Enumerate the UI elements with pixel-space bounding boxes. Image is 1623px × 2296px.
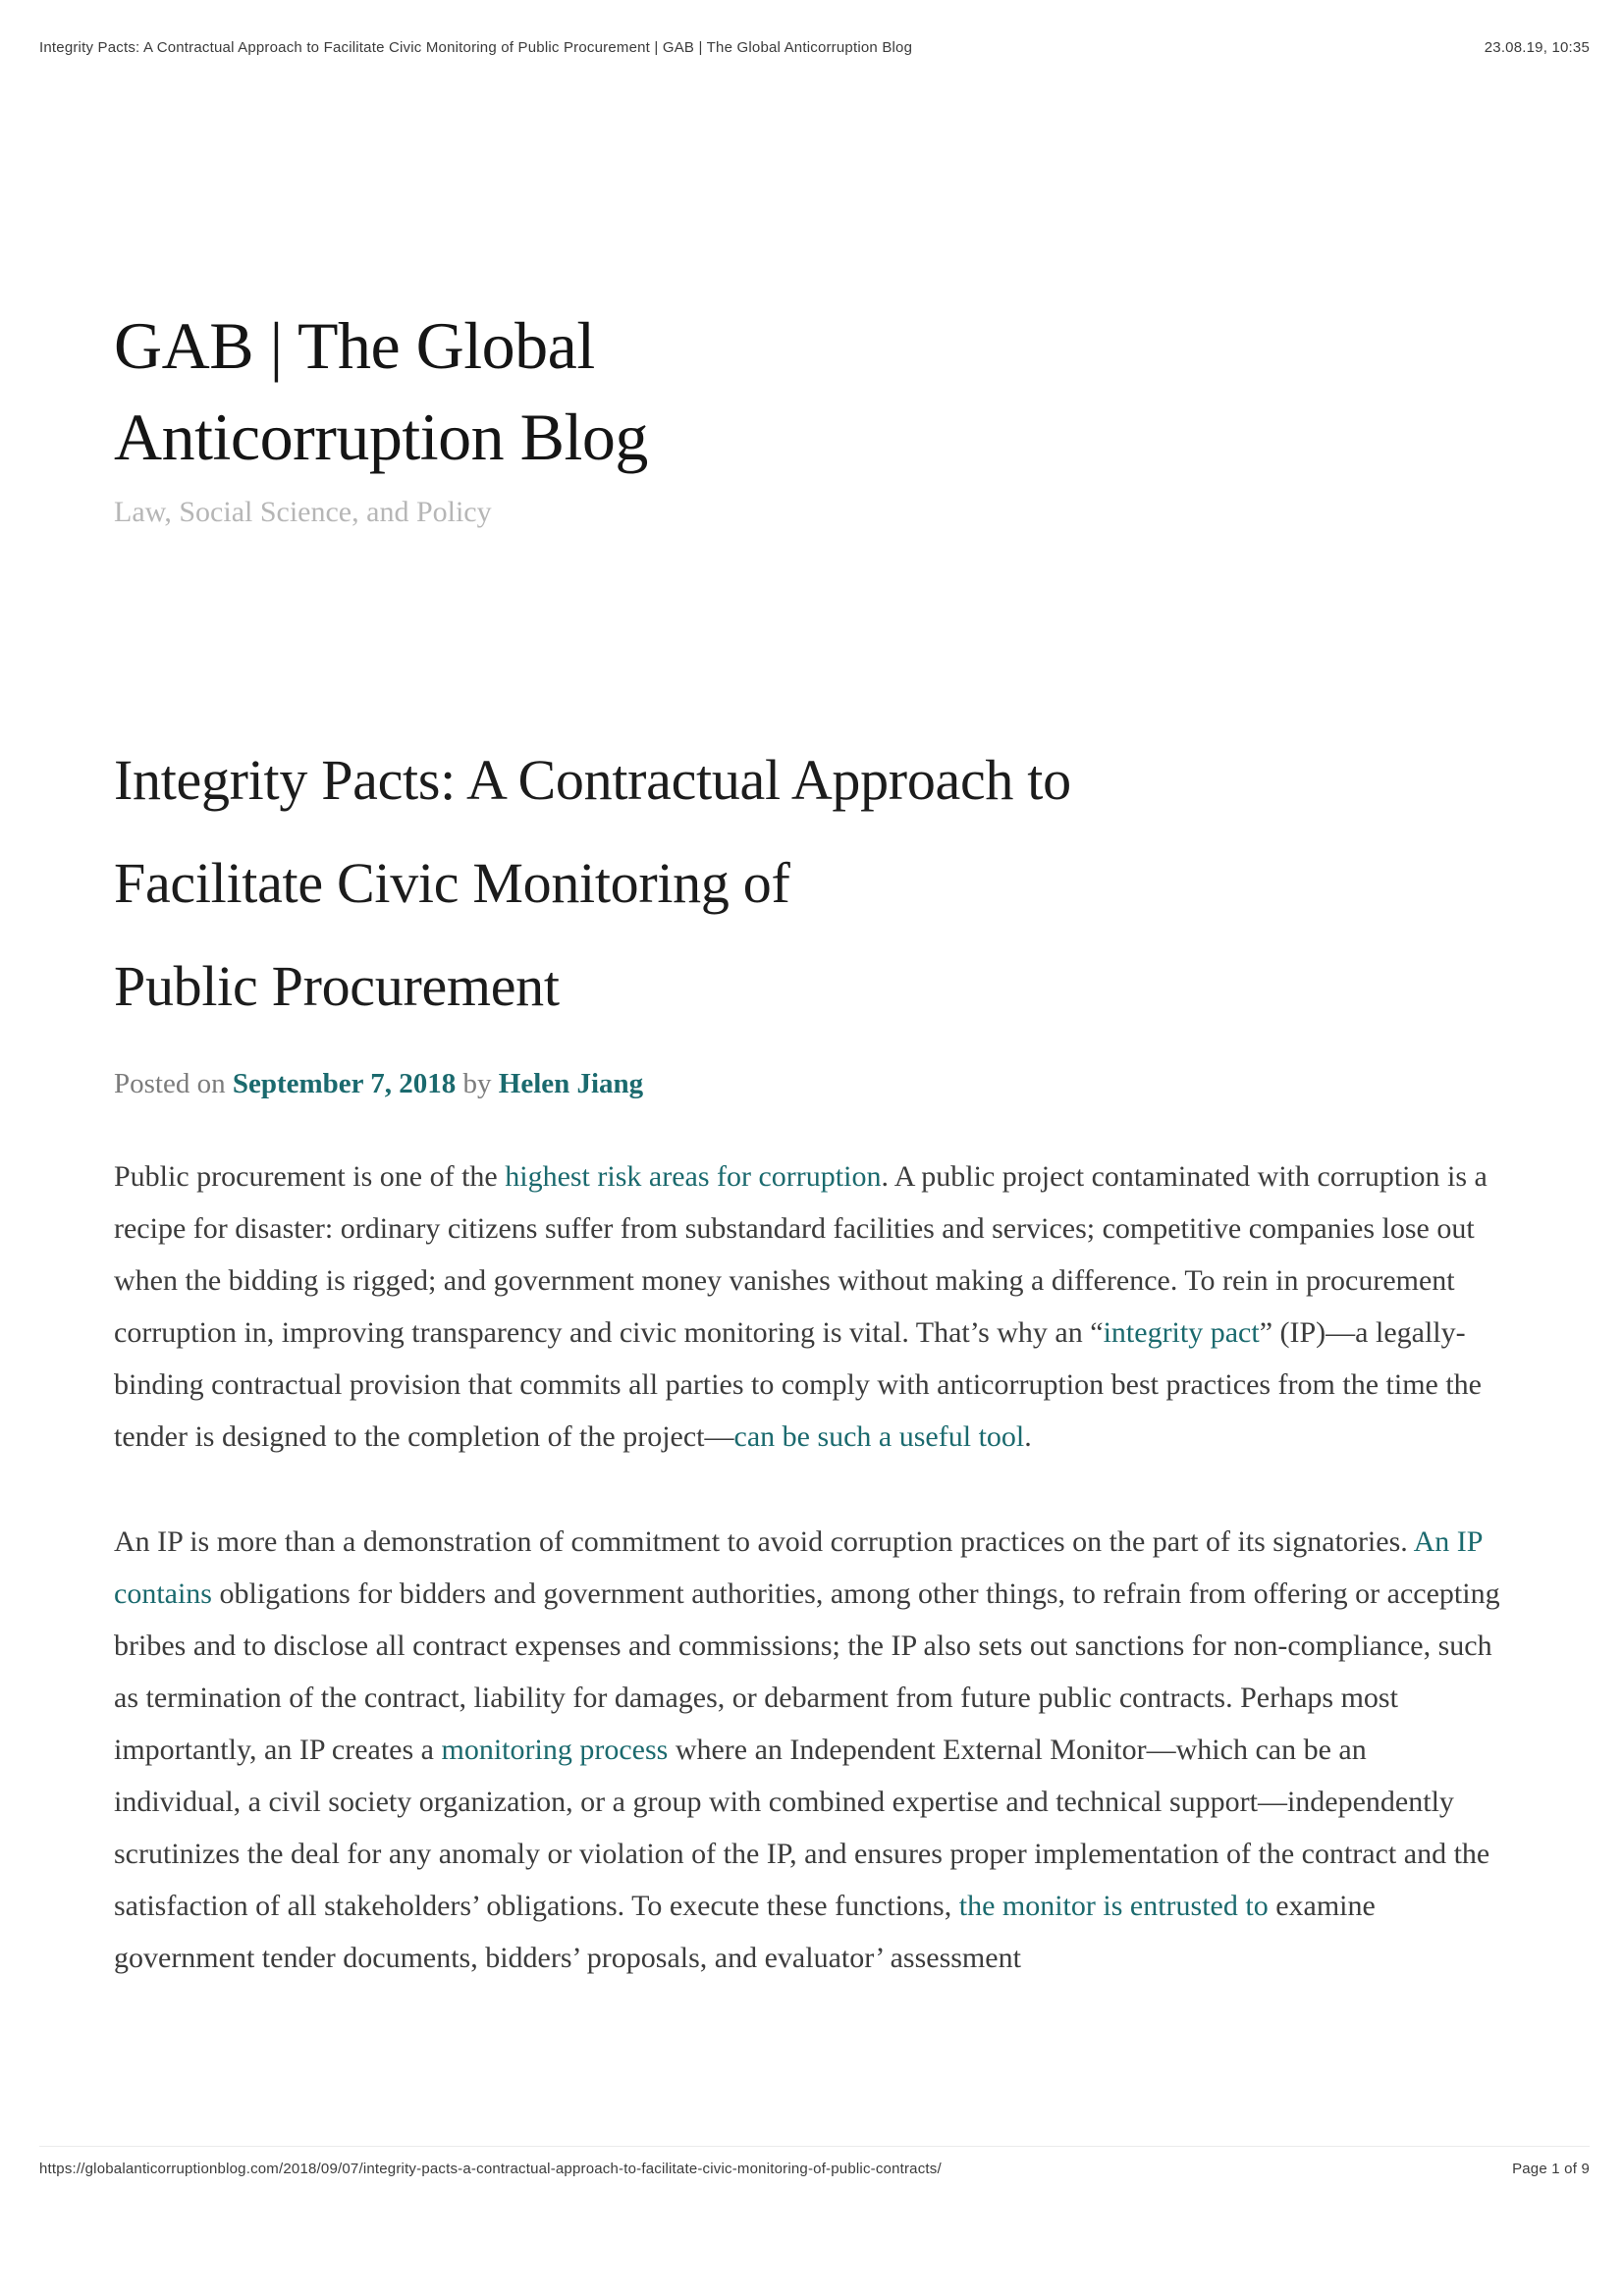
text-run: obligations for bidders and government authorities, among other things, to refrain from offering or accepting bribes and to disclose all contract expenses and commissions; the IP also sets out sanctions for non-compliance, such as termination of the contract, liability for damages, or debarment from future public contracts. Perhaps most importantly, an IP creates a bbox=[114, 1577, 1500, 1766]
text-run: ” (IP)—a legally-binding contractual provision that commits all parties to comply with anticorruption best practices from the time the tender is designed to the completion of the project— bbox=[114, 1316, 1482, 1453]
print-footer bbox=[39, 2146, 1590, 2177]
inline-link[interactable]: highest risk areas for corruption bbox=[505, 1160, 882, 1193]
article-paragraph-2 bbox=[114, 1516, 1500, 1984]
print-header bbox=[39, 39, 1590, 56]
inline-link[interactable]: monitoring process bbox=[441, 1734, 669, 1766]
article-paragraph-1 bbox=[114, 1150, 1500, 1463]
heading-line: Public Procurement bbox=[114, 954, 560, 1018]
text-run: examine government tender documents, bidders’ proposals, and evaluator’ assessment bbox=[114, 1890, 1376, 1974]
article-meta bbox=[114, 1068, 643, 1100]
text-run: . A public project contaminated with corruption is a recipe for disaster: ordinary citizens suffer from substandard facilities and services; competitive companies lose out when the bidding is rigged; and government money vanishes without making a difference. To rein in procurement corruption in, improving transparency and civic monitoring is vital. That’s why an “ bbox=[114, 1160, 1488, 1349]
inline-link[interactable]: integrity pact bbox=[1103, 1316, 1260, 1349]
post-date-link[interactable]: September 7, 2018 bbox=[232, 1068, 457, 1099]
heading-line: Anticorruption Blog bbox=[114, 400, 648, 474]
author-link[interactable]: Helen Jiang bbox=[498, 1068, 644, 1099]
heading-line: Integrity Pacts: A Contractual Approach to bbox=[114, 748, 1071, 812]
posted-on-label: Posted on bbox=[114, 1068, 233, 1099]
inline-link[interactable]: the monitor is entrusted to bbox=[958, 1890, 1269, 1922]
text-run: . bbox=[1024, 1420, 1032, 1453]
text-run: An IP is more than a demonstration of commitment to avoid corruption practices on the part of its signatories. bbox=[114, 1525, 1414, 1558]
by-label: by bbox=[456, 1068, 499, 1099]
article-body bbox=[114, 1150, 1500, 2037]
inline-link[interactable]: An IP contains bbox=[114, 1525, 1483, 1610]
print-footer-url: https://globalanticorruptionblog.com/2018/09/07/integrity-pacts-a-contractual-approach-to-facilitate-civic-monitoring-of-public-contracts/ bbox=[39, 2161, 942, 2177]
text-run: Public procurement is one of the bbox=[114, 1160, 506, 1193]
heading-line: Facilitate Civic Monitoring of bbox=[114, 851, 790, 915]
inline-link[interactable]: can be such a useful tool bbox=[733, 1420, 1025, 1453]
text-run: where an Independent External Monitor—which can be an individual, a civil society organization, or a group with combined expertise and technical support—independently scrutinizes the deal for any anomaly or violation of the IP, and ensures proper implementation of the contract and the satisfaction of all stakeholders’ obligations. To execute these functions, bbox=[114, 1734, 1490, 1922]
site-masthead bbox=[114, 300, 648, 530]
site-tagline: Law, Social Science, and Policy bbox=[114, 496, 492, 528]
print-header-title: Integrity Pacts: A Contractual Approach to Facilitate Civic Monitoring of Public Procurement | GAB | The Global Anticorruption Blog bbox=[39, 39, 913, 56]
article-title bbox=[114, 728, 1518, 1038]
site-title bbox=[114, 300, 648, 483]
print-header-datetime: 23.08.19, 10:35 bbox=[1484, 39, 1590, 56]
print-footer-page-number: Page 1 of 9 bbox=[1512, 2161, 1590, 2177]
heading-line: GAB | The Global bbox=[114, 308, 595, 383]
